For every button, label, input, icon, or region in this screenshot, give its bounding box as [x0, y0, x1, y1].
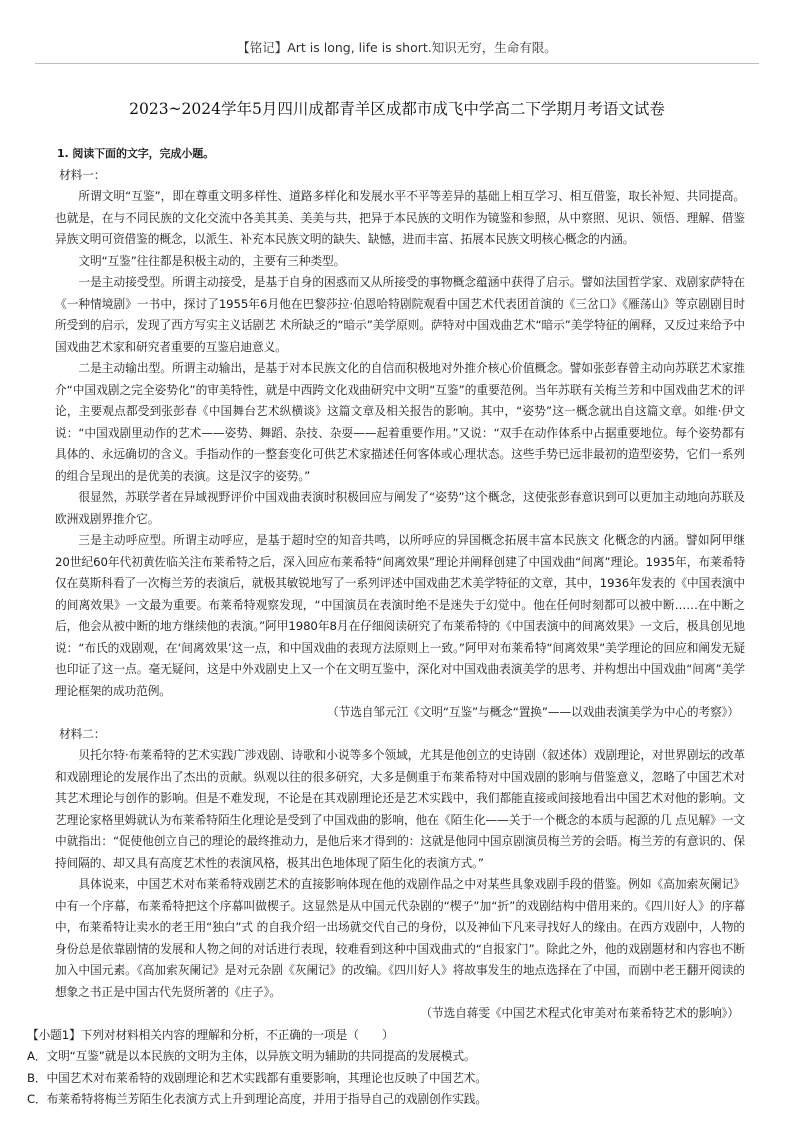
- page-title: 2023~2024学年5月四川成都青羊区成都市成飞中学高二下学期月考语文试卷: [129, 100, 665, 118]
- material1-paragraph: 文明“互鉴”往往都是积极主动的，主要有三种类型。: [78, 253, 346, 268]
- material2-paragraph: 具体说来，中国艺术对布莱希特戏剧艺术的直接影响体现在他的戏剧作品之中对某些具象戏剧手段的借鉴。例如《高加索灰阑记》中有一个序幕，布莱希特把这个序幕叫做楔子。这显然是从中国元代杂剧的“楔子”加“折”的戏剧结构中借用来的。《四川好人》的序幕中，布莱希特让卖水的老王用“独白”式 的自我介绍一出场就交代自己的身份，以及神仙下凡来寻找好人的缘由。在西方戏剧中，人物的身份总是依靠剧情的发展和人物之间的对话进行表现，较难看到这种中国戏曲式的“自报家门”。除此之外，他的戏剧题材和内容也不断加入中国元素。《高加索灰阑记》是对元杂剧《灰阑记》的改编。《四川好人》将故事发生的地点选择在了中国，而剧中老王翻开阅读的想象之书正是中国古代先贤所著的《庄子》。: [55, 877, 745, 999]
- material2-source: （节选自蒋雯《中国艺术程式化审美对布莱希特艺术的影响》）: [420, 1006, 739, 1020]
- material1-paragraph: 三是主动呼应型。所谓主动呼应，是基于超时空的知音共鸣，以所呼应的异国概念拓展丰富本民族文 化概念的内涵。譬如阿甲继20世纪60年代初黄佐临关注布莱希特之后，深入回应布莱希特“间离效果”理论并阐释创建了中国戏曲“间离”理论。1935年，布莱希特仅在莫斯科看了一次梅兰芳的表演后，就极其敏锐地写了一系列评述中国戏曲艺术美学特征的文章，其中，1936年发表的《中国表演中的间离效果》一文最为重要。布莱希特观察发现，“中国演员在表演时绝不是迷失于幻觉中。他在任何时刻都可以被中断……在中断之后，他会从被中断的地方继续他的表演。”阿甲1980年8月在仔细阅读研究了布莱希特的《中国表演中的间离效果》一文后，极具创见地说：“布氏的戏剧观，在‘间离效果’这一点，和中国戏曲的表现方法原则上一致。”阿甲对布莱希特“间离效果”美学理论的回应和阐发无疑也印证了这一点。毫无疑问，这是中外戏剧史上又一个在文明互鉴中，深化对中国戏曲表演美学的思考、并构想出中国戏曲“间离”美学理论框架的成功范例。: [55, 533, 746, 698]
- option-b: B．中国艺术对布莱希特的戏剧理论和艺术实践都有重要影响，其理论也反映了中国艺术。: [27, 1070, 487, 1085]
- header-motto: 【铭记】Art is long, life is short.知识无穷，生命有限。: [237, 40, 557, 55]
- header-divider: [35, 63, 759, 64]
- option-c: C．布莱希特将梅兰芳陌生化表演方式上升到理论高度，并用于指导自己的戏剧创作实践。: [27, 1092, 487, 1106]
- question-body: [27, 143, 746, 1111]
- option-a: A．文明“互鉴”就是以本民族的文明为主体，以异族文明为辅助的共同提高的发展模式。: [27, 1049, 476, 1063]
- material2-label: 材料二：: [59, 726, 106, 741]
- material1-paragraph: 二是主动输出型。所谓主动输出，是基于对本民族文化的自信而积极地对外推介核心价值概念。譬如张彭春曾主动向苏联艺术家推介“中国戏剧之完全姿势化”的审美特性，就是中西跨文化戏曲研究中文明“互鉴”的重要范例。当年苏联有关梅兰芳和中国戏曲艺术的评论，主要观点都受到张彭春《中国舞台艺术纵横谈》这篇文章及相关报告的影响。其中，“姿势”这一概念就出自这篇文章。如维·伊文说：“中国戏剧里动作的艺术——姿势、舞蹈、杂技、杂耍——起着重要作用。”又说：“双手在动作体系中占据重要地位。每个姿势都有具体的、永远确切的含义。手指动作的一整套变化可供艺术家描述任何客体或心理状态。这些手势已远非最初的造型姿势，它们一系列的组合呈现出的是优美的表演。这是汉字的姿势。”: [55, 361, 745, 483]
- material1-label: 材料一：: [59, 167, 106, 182]
- material1-paragraph: 所谓文明“互鉴”，即在尊重文明多样性、道路多样化和发展水平不平等差异的基础上相互学习、相互借鉴，取长补短、共同提高。也就是，在与不同民族的文化交流中各美其美、美美与共，把异于本民族的文明作为镜鉴和参照，从中察照、见识、领悟、理解、借鉴异族文明可资借鉴的概念，以派生、补充本民族文明的缺失、缺憾，进而丰富、拓展本民族文明核心概念的内涵。: [55, 189, 745, 246]
- material1-paragraph: 一是主动接受型。所谓主动接受，是基于自身的困惑而又从所接受的事物概念蕴涵中获得了启示。譬如法国哲学家、戏剧家萨特在《一种情境剧》一书中，探讨了1955年6月他在巴黎莎拉·伯恩哈特剧院观看中国艺术代表团首演的《三岔口》《雁荡山》等京剧剧目时所受到的启示，发现了西方写实主义话剧艺 术所缺乏的“暗示”美学原则。萨特对中国戏曲艺术“暗示”美学特征的阐释，又反过来给予中国戏曲艺术家和研究者重要的互鉴启迪意义。: [55, 275, 745, 354]
- material2-paragraph: 贝托尔特·布莱希特的艺术实践广涉戏剧、诗歌和小说等多个领域，尤其是他创立的史诗剧（叙述体）戏剧理论，对世界剧坛的改革和戏剧理论的发展作出了杰出的贡献。纵观以往的很多研究，大多是侧重于布莱希特对中国戏剧的影响与借鉴意义，忽略了中国艺术对其艺术理论与创作的影响。但是不难发现，不论是在其戏剧理论还是艺术实践中，我们都能直接或间接地看出中国艺术对他的影响。文艺理论家格里姆就认为布莱希特陌生化理论是受到了中国戏曲的影响，他在《陌生化——关于一个概念的本质与起源的几 点见解》一文中就指出：“促使他创立自己的理论的最终推动力，是他后来才得到的：这就是他同中国京剧演员梅兰芳的会晤。梅兰芳的有意识的、保持间隔的、却又具有高度艺术性的表演风格，极其出色地体现了陌生化的表演方式。”: [55, 748, 745, 870]
- question-intro: 1. 阅读下面的文字，完成小题。: [57, 147, 215, 160]
- subquestion-stem: 【小题1】下列对材料相关内容的理解和分析，不正确的一项是（ ）: [27, 1027, 394, 1042]
- material1-source: （节选自邹元江《文明“互鉴”与概念“置换”——以戏曲表演美学为中心的考察》）: [327, 705, 739, 719]
- material1-paragraph: 很显然，苏联学者在异域视野评价中国戏曲表演时积极回应与阐发了“姿势”这个概念，这使张彭春意识到可以更加主动地向苏联及欧洲戏剧界推介它。: [55, 490, 745, 526]
